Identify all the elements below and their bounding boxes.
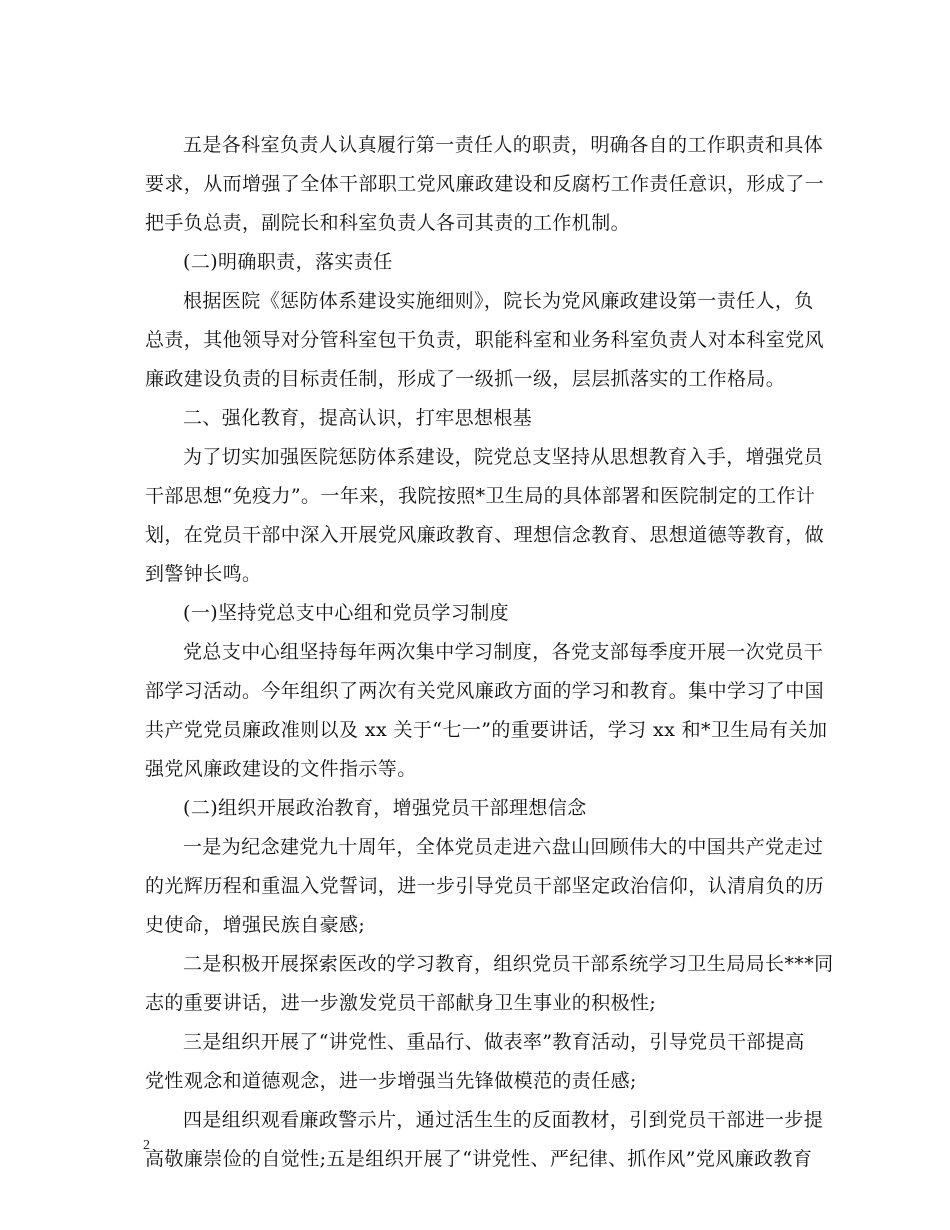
paragraph-line: 划，在党员干部中深入开展党风廉政教育、理想信念教育、思想道德等教育，做 [145,524,825,546]
paragraph [145,1023,805,1101]
paragraph-line: 部学习活动。今年组织了两次有关党风廉政方面的学习和教育。集中学习了中国 [145,680,825,702]
paragraph-line: 廉政建设负责的目标责任制，形成了一级抓一级，层层抓落实的工作格局。 [145,368,786,390]
paragraph-line: 高敬廉崇俭的自觉性;五是组织开展了“讲党性、严纪律、抓作风”党风廉政教育 [145,1148,813,1170]
paragraph-line: 干部思想“免疫力”。一年来，我院按照*卫生局的具体部署和医院制定的工作计 [145,485,816,507]
paragraph [145,126,825,243]
paragraph-line: (二)明确职责，落实责任 [183,251,393,273]
paragraph [145,438,825,594]
paragraph [145,399,805,438]
paragraph-line: 二是积极开展探索医改的学习教育，组织党员干部系统学习卫生局局长***同 [183,953,834,975]
paragraph-line: 到警钟长鸣。 [145,563,262,585]
paragraph-line: (二)组织开展政治教育，增强党员干部理想信念 [183,797,587,819]
paragraph-line: 史使命，增强民族自豪感; [145,914,366,936]
paragraph [145,945,834,1023]
paragraph-line: 共产党党员廉政准则以及 xx 关于“七一”的重要讲话，学习 xx 和*卫生局有关加 [145,719,828,741]
paragraph [145,1101,824,1179]
paragraph [145,789,805,828]
paragraph-line: 五是各科室负责人认真履行第一责任人的职责，明确各自的工作职责和具体 [183,134,824,156]
paragraph-line: 把手负总责，副院长和科室负责人各司其责的工作机制。 [145,212,631,234]
paragraph-line: 二、强化教育，提高认识，打牢思想根基 [183,407,533,429]
paragraph-line: 为了切实加强医院惩防体系建设，院党总支坚持从思想教育入手，增强党员 [183,446,824,468]
paragraph-line: (一)坚持党总支中心组和党员学习制度 [183,602,510,624]
paragraph [145,633,828,789]
paragraph-line: 一是为纪念建党九十周年，全体党员走进六盘山回顾伟大的中国共产党走过 [183,836,824,858]
paragraph-line: 党总支中心组坚持每年两次集中学习制度，各党支部每季度开展一次党员干 [183,641,824,663]
paragraph-line: 根据医院《惩防体系建设实施细则》，院长为党风廉政建设第一责任人，负 [183,290,814,312]
paragraph [145,594,805,633]
document-body [145,126,834,1179]
paragraph-line: 的光辉历程和重温入党誓词，进一步引导党员干部坚定政治信仰，认清肩负的历 [145,875,825,897]
paragraph-line: 三是组织开展了“讲党性、重品行、做表率”教育活动，引导党员干部提高 [183,1031,805,1053]
paragraph [145,243,805,282]
paragraph-line: 要求，从而增强了全体干部职工党风廉政建设和反腐朽工作责任意识，形成了一 [145,173,825,195]
paragraph-line: 强党风廉政建设的文件指示等。 [145,758,417,780]
paragraph-line: 总责，其他领导对分管科室包干负责，职能科室和业务科室负责人对本科室党风 [145,329,825,351]
paragraph-line: 志的重要讲话，进一步激发党员干部献身卫生事业的积极性; [145,992,657,1014]
paragraph [145,828,825,945]
paragraph-line: 党性观念和道德观念，进一步增强当先锋做模范的责任感; [145,1070,637,1092]
paragraph-line: 四是组织观看廉政警示片，通过活生生的反面教材，引到党员干部进一步提 [183,1109,824,1131]
paragraph [145,282,825,399]
page-number: 2 [143,1138,150,1153]
